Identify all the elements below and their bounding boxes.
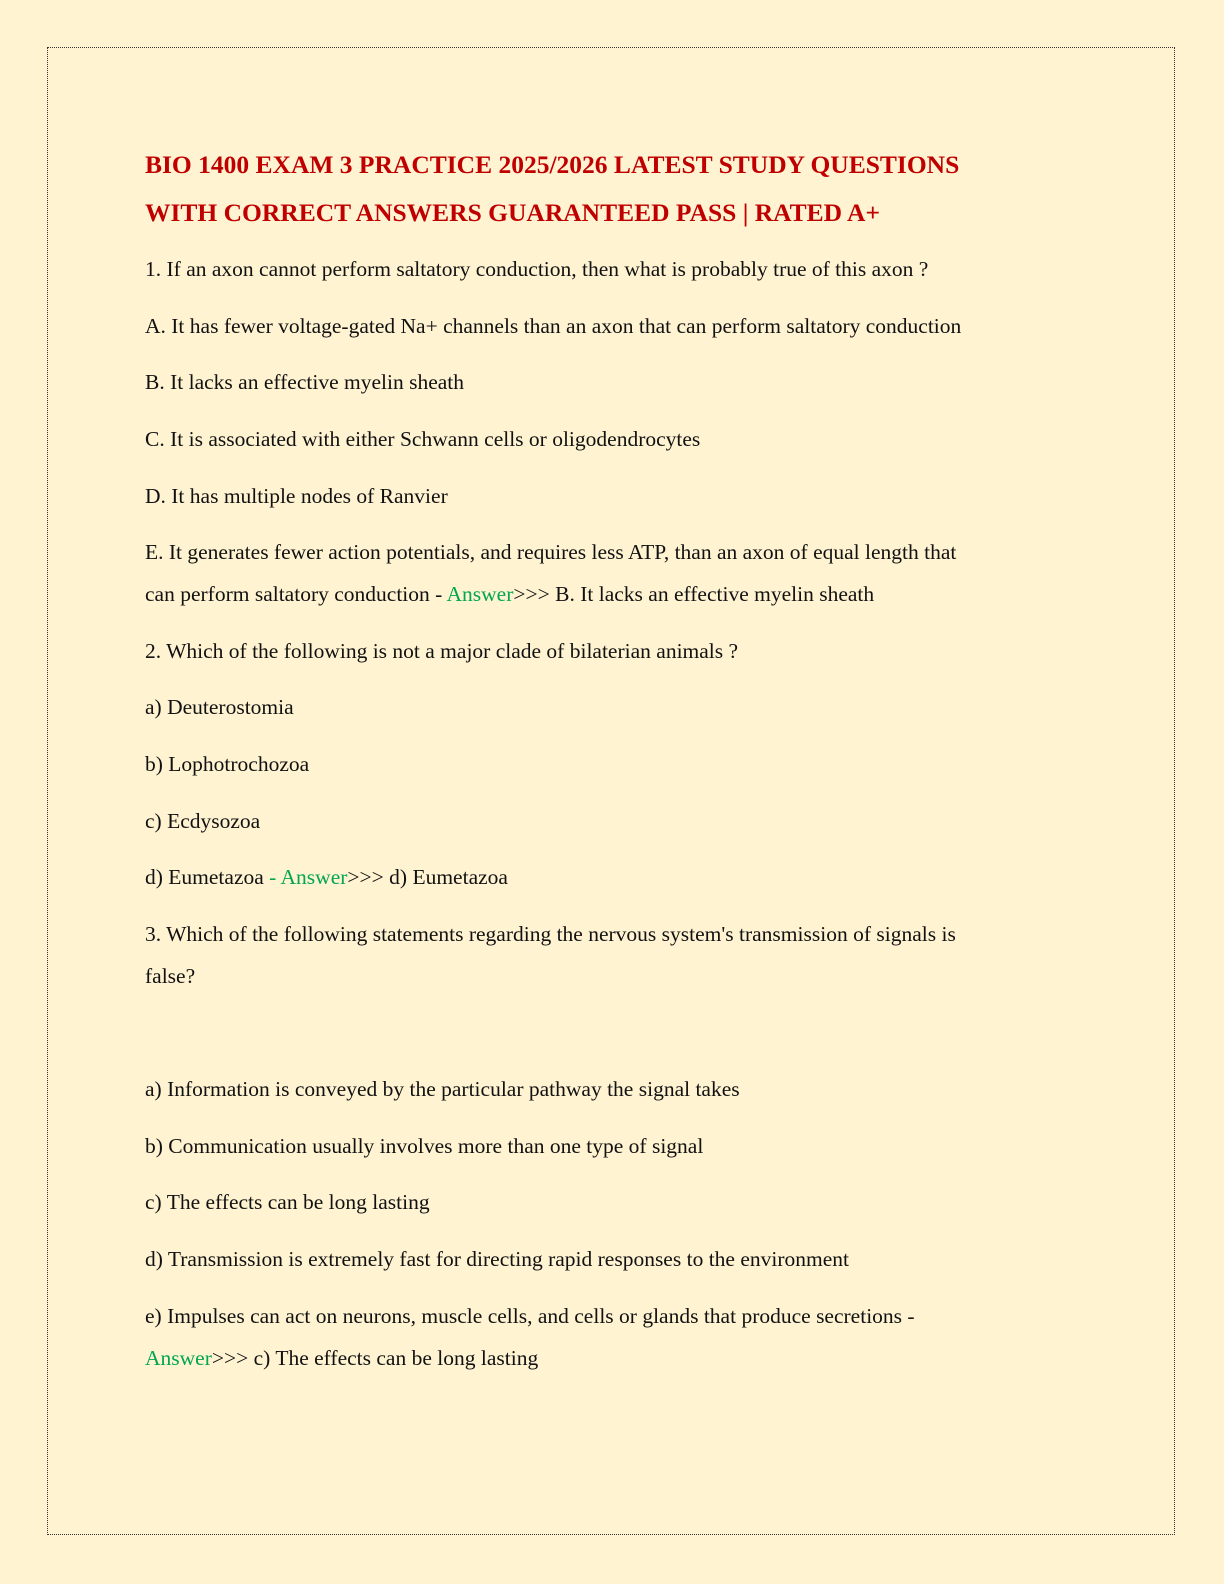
q3-option-a: a) Information is conveyed by the particular pathway the signal takes bbox=[145, 1077, 740, 1101]
q1-option-d: D. It has multiple nodes of Ranvier bbox=[145, 484, 448, 508]
q3-answer-text: >>> c) The effects can be long lasting bbox=[211, 1346, 539, 1370]
q2-answer-label: Answer bbox=[280, 865, 348, 889]
title-line-1: BIO 1400 EXAM 3 PRACTICE 2025/2026 LATEST STUDY QUESTIONS bbox=[145, 150, 960, 179]
q2-question: 2. Which of the following is not a major clade of bilaterian animals ? bbox=[145, 639, 739, 663]
document-title bbox=[145, 141, 1105, 237]
q1-option-e-line1: E. It generates fewer action potentials, and requires less ATP, than an axon of equal length that bbox=[145, 540, 957, 564]
q2-answer-dash: - bbox=[269, 865, 281, 889]
q1-answer-label: Answer bbox=[446, 582, 514, 606]
q2-option-b: b) Lophotrochozoa bbox=[145, 752, 310, 776]
q3-question-line2: false? bbox=[145, 964, 196, 988]
q1-option-e-line2: can perform saltatory conduction - bbox=[145, 582, 447, 606]
q3-question-line1: 3. Which of the following statements regarding the nervous system's transmission of signals is bbox=[145, 922, 956, 946]
q2-answer-text: >>> d) Eumetazoa bbox=[347, 865, 508, 889]
q3-option-c: c) The effects can be long lasting bbox=[145, 1190, 430, 1214]
q1-option-a: A. It has fewer voltage-gated Na+ channels than an axon that can perform saltatory conduction bbox=[145, 314, 962, 338]
q2-option-a: a) Deuterostomia bbox=[145, 695, 294, 719]
q2-option-d: d) Eumetazoa bbox=[145, 865, 270, 889]
q3-answer-line bbox=[145, 1337, 538, 1379]
q1-option-e-answer-line bbox=[145, 573, 874, 615]
title-line-2: WITH CORRECT ANSWERS GUARANTEED PASS | RATED A+ bbox=[145, 198, 880, 227]
q1-answer-text: >>> B. It lacks an effective myelin sheath bbox=[513, 582, 875, 606]
q3-option-e-line1: e) Impulses can act on neurons, muscle cells, and cells or glands that produce secretions - bbox=[145, 1304, 915, 1328]
q1-question: 1. If an axon cannot perform saltatory conduction, then what is probably true of this axon ? bbox=[145, 257, 929, 281]
q1-option-c: C. It is associated with either Schwann cells or oligodendrocytes bbox=[145, 427, 701, 451]
q3-answer-label: Answer bbox=[145, 1346, 212, 1370]
q2-option-c: c) Ecdysozoa bbox=[145, 809, 261, 833]
q3-option-b: b) Communication usually involves more than one type of signal bbox=[145, 1134, 704, 1158]
q3-option-d: d) Transmission is extremely fast for directing rapid responses to the environment bbox=[145, 1247, 849, 1271]
q1-option-b: B. It lacks an effective myelin sheath bbox=[145, 370, 465, 394]
q2-option-d-answer-line bbox=[145, 856, 508, 898]
